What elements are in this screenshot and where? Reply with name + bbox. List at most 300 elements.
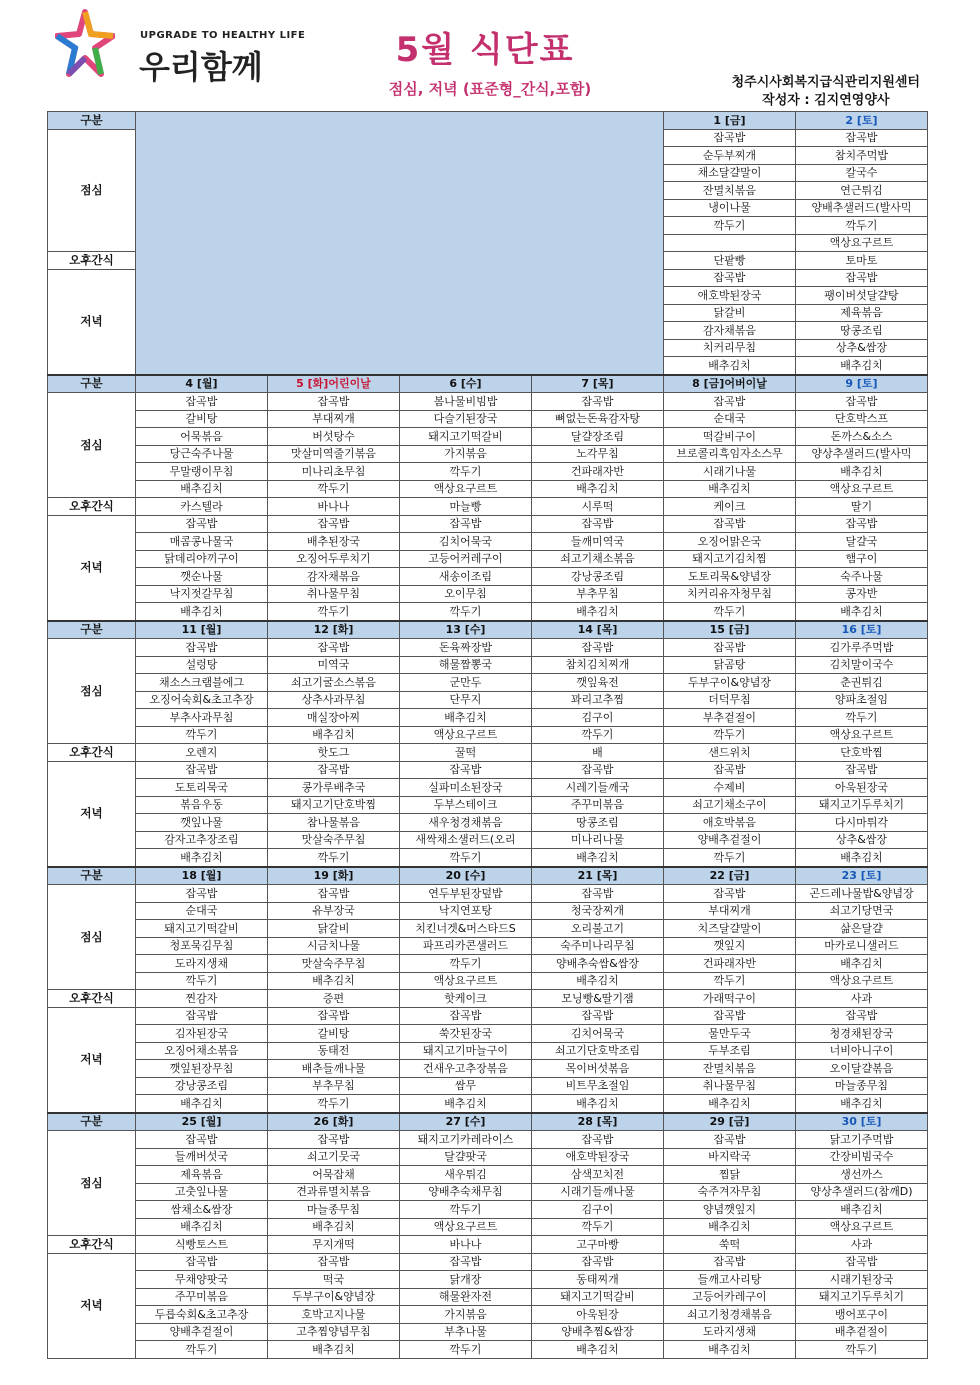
menu-item: 들깨고사리탕 <box>664 1271 796 1289</box>
menu-item: 두릅숙회&초고추장 <box>136 1306 268 1324</box>
week-header-row <box>48 867 928 885</box>
logo <box>55 8 325 86</box>
menu-item: 부추나물 <box>400 1323 532 1341</box>
menu-item: 아욱된장국 <box>796 779 928 797</box>
menu-item: 부대찌개 <box>268 410 400 428</box>
menu-item: 김자된장국 <box>136 1025 268 1043</box>
lunch-row <box>48 1218 928 1236</box>
day-header: 4 [월] <box>136 375 268 393</box>
category-label: 구분 <box>48 1113 136 1131</box>
menu-item: 냉이나물 <box>664 199 796 217</box>
menu-item: 단팥빵 <box>664 252 796 270</box>
menu-item: 설렁탕 <box>136 656 268 674</box>
menu-item: 토마토 <box>796 252 928 270</box>
menu-item: 강낭콩조림 <box>136 1077 268 1095</box>
category-label: 구분 <box>48 867 136 885</box>
menu-item: 배추김치 <box>268 1218 400 1236</box>
day-header: 5 [화]어린이날 <box>268 375 400 393</box>
menu-item: 곤드레나물밥&양념장 <box>796 885 928 903</box>
menu-item: 오징어두루치기 <box>268 550 400 568</box>
menu-item: 해물완자전 <box>400 1288 532 1306</box>
snack-row <box>48 498 928 516</box>
menu-item: 김구이 <box>532 709 664 727</box>
menu-item: 미나리나물 <box>532 831 664 849</box>
menu-item: 잡곡밥 <box>136 1253 268 1271</box>
lunch-row <box>48 1201 928 1219</box>
menu-item: 애호박된장국 <box>532 1148 664 1166</box>
menu-item: 너비아니구이 <box>796 1042 928 1060</box>
brand-name: 우리함께 <box>139 48 263 86</box>
menu-item: 깍두기 <box>664 726 796 744</box>
menu-item: 오징어채소볶음 <box>136 1042 268 1060</box>
menu-item: 잡곡밥 <box>268 393 400 411</box>
lunch-row <box>48 885 928 903</box>
menu-item: 깍두기 <box>400 603 532 621</box>
menu-item: 쇠고기청경채볶음 <box>664 1306 796 1324</box>
menu-item: 뼈없는돈육감자탕 <box>532 410 664 428</box>
lunch-row <box>48 639 928 657</box>
dinner-row <box>48 814 928 832</box>
menu-item: 주꾸미볶음 <box>532 796 664 814</box>
menu-item: 참나물볶음 <box>268 814 400 832</box>
menu-item: 깍두기 <box>400 955 532 973</box>
menu-item: 잡곡밥 <box>532 639 664 657</box>
menu-item: 봄나물비빔밥 <box>400 393 532 411</box>
menu-item: 잡곡밥 <box>532 515 664 533</box>
menu-item: 뱅어포구이 <box>796 1306 928 1324</box>
lunch-row <box>48 674 928 692</box>
snack-row <box>48 990 928 1008</box>
lunch-row <box>48 410 928 428</box>
menu-item: 제육볶음 <box>136 1166 268 1184</box>
menu-item: 깍두기 <box>664 217 796 235</box>
menu-item: 돼지고기떡갈비 <box>136 920 268 938</box>
menu-item: 마늘빵 <box>400 498 532 516</box>
menu-item: 모닝빵&딸기잼 <box>532 990 664 1008</box>
lunch-row <box>48 480 928 498</box>
menu-item: 배추된장국 <box>268 533 400 551</box>
menu-item: 쇠고기채소볶음 <box>532 550 664 568</box>
dinner-row <box>48 1095 928 1113</box>
menu-item: 감자채볶음 <box>664 322 796 340</box>
menu-item: 닭갈비 <box>664 304 796 322</box>
menu-item: 양배추겉절이 <box>136 1323 268 1341</box>
day-header: 28 [목] <box>532 1113 664 1131</box>
menu-item: 비트무초절임 <box>532 1077 664 1095</box>
menu-item: 고등어카레구이 <box>664 1288 796 1306</box>
menu-item: 들깨미역국 <box>532 533 664 551</box>
menu-item: 오렌지 <box>136 744 268 762</box>
menu-item: 깍두기 <box>400 849 532 867</box>
menu-item: 깍두기 <box>136 972 268 990</box>
organization-name: 청주시사회복지급식관리지원센터 <box>731 75 920 90</box>
day-header: 23 [토] <box>796 867 928 885</box>
menu-item: 순대국 <box>136 902 268 920</box>
menu-item: 상추&쌈장 <box>796 339 928 357</box>
menu-item: 돼지고기김치찜 <box>664 550 796 568</box>
lunch-row <box>48 1148 928 1166</box>
menu-item: 시래기나물 <box>664 463 796 481</box>
lunch-label: 점심 <box>48 129 136 252</box>
day-header: 6 [수] <box>400 375 532 393</box>
menu-item: 잡곡밥 <box>136 515 268 533</box>
menu-item: 바나나 <box>400 1236 532 1254</box>
menu-item: 잡곡밥 <box>136 639 268 657</box>
snack-label: 오후간식 <box>48 744 136 762</box>
menu-item: 잡곡밥 <box>532 1253 664 1271</box>
lunch-row <box>48 656 928 674</box>
menu-item: 참치주먹밥 <box>796 147 928 165</box>
menu-item: 배추김치 <box>664 357 796 375</box>
lunch-row <box>48 691 928 709</box>
menu-item: 돼지고기떡갈비 <box>532 1288 664 1306</box>
day-header: 2 [토] <box>796 112 928 130</box>
menu-item: 간장비빔국수 <box>796 1148 928 1166</box>
menu-item: 마늘종무침 <box>796 1077 928 1095</box>
menu-item: 잡곡밥 <box>400 761 532 779</box>
menu-item: 배추김치 <box>796 357 928 375</box>
menu-item: 배추김치 <box>136 1095 268 1113</box>
menu-item: 닭데리야끼구이 <box>136 550 268 568</box>
day-header: 12 [화] <box>268 621 400 639</box>
lunch-row <box>48 463 928 481</box>
menu-item: 감자고추장조림 <box>136 831 268 849</box>
menu-item: 돼지고기두루치기 <box>796 1288 928 1306</box>
menu-item: 잡곡밥 <box>796 1007 928 1025</box>
menu-item: 액상요구르트 <box>400 480 532 498</box>
menu-item: 무말랭이무침 <box>136 463 268 481</box>
menu-item: 견과류멸치볶음 <box>268 1183 400 1201</box>
menu-item: 액상요구르트 <box>796 972 928 990</box>
menu-item: 도라지생채 <box>136 955 268 973</box>
menu-item: 실파미소된장국 <box>400 779 532 797</box>
menu-item: 돼지고기카레라이스 <box>400 1131 532 1149</box>
menu-item: 숙주미나리무침 <box>532 937 664 955</box>
menu-item: 샌드위치 <box>664 744 796 762</box>
menu-item: 오징어숙회&초고추장 <box>136 691 268 709</box>
menu-item: 액상요구르트 <box>796 480 928 498</box>
menu-item: 숙주겨자무침 <box>664 1183 796 1201</box>
menu-item: 김치말이국수 <box>796 656 928 674</box>
day-header: 30 [토] <box>796 1113 928 1131</box>
menu-item: 잡곡밥 <box>796 129 928 147</box>
menu-item: 잔멸치볶음 <box>664 1060 796 1078</box>
lunch-label: 점심 <box>48 1131 136 1236</box>
menu-item: 돼지고기두루치기 <box>796 796 928 814</box>
menu-item: 잡곡밥 <box>664 129 796 147</box>
menu-item: 깍두기 <box>400 1341 532 1359</box>
menu-item: 호박고지나물 <box>268 1306 400 1324</box>
menu-item: 떡갈비구이 <box>664 428 796 446</box>
menu-item: 배추김치 <box>796 1095 928 1113</box>
dinner-row <box>48 585 928 603</box>
menu-item: 깍두기 <box>796 217 928 235</box>
menu-item: 깍두기 <box>532 726 664 744</box>
menu-item: 단호박스프 <box>796 410 928 428</box>
menu-item: 단호박찜 <box>796 744 928 762</box>
menu-item: 찐감자 <box>136 990 268 1008</box>
day-header: 13 [수] <box>400 621 532 639</box>
menu-item: 떡국 <box>268 1271 400 1289</box>
menu-item: 마늘종무침 <box>268 1201 400 1219</box>
menu-item: 잡곡밥 <box>664 515 796 533</box>
menu-item: 달걀국 <box>796 533 928 551</box>
menu-item: 잡곡밥 <box>268 639 400 657</box>
day-header: 20 [수] <box>400 867 532 885</box>
menu-item: 깍두기 <box>532 1218 664 1236</box>
menu-item: 꿀떡 <box>400 744 532 762</box>
menu-item: 잡곡밥 <box>796 761 928 779</box>
menu-item: 햄구이 <box>796 550 928 568</box>
dinner-label: 저녁 <box>48 1007 136 1113</box>
menu-item: 동태찌개 <box>532 1271 664 1289</box>
menu-item: 양파초절임 <box>796 691 928 709</box>
menu-item: 깍두기 <box>664 972 796 990</box>
dinner-label: 저녁 <box>48 761 136 867</box>
menu-item: 배추김치 <box>796 955 928 973</box>
week-header-row <box>48 375 928 393</box>
menu-item: 강낭콩조림 <box>532 568 664 586</box>
lunch-row <box>48 709 928 727</box>
menu-item: 청국장찌개 <box>532 902 664 920</box>
menu-item: 애호박볶음 <box>664 814 796 832</box>
menu-item: 잡곡밥 <box>136 761 268 779</box>
menu-item: 배추김치 <box>136 1218 268 1236</box>
menu-item: 부대찌개 <box>664 902 796 920</box>
menu-item: 새싹채소샐러드(오리 <box>400 831 532 849</box>
menu-item: 배추김치 <box>268 1341 400 1359</box>
menu-item: 양념깻잎지 <box>664 1201 796 1219</box>
menu-item: 깻순나물 <box>136 568 268 586</box>
menu-item: 배추김치 <box>664 480 796 498</box>
menu-item: 양배추숙쌈&쌈장 <box>532 955 664 973</box>
menu-item: 춘권튀김 <box>796 674 928 692</box>
menu-item: 사과 <box>796 1236 928 1254</box>
menu-item: 배추김치 <box>532 480 664 498</box>
menu-item: 잡곡밥 <box>268 515 400 533</box>
menu-item: 숙주나물 <box>796 568 928 586</box>
dinner-row <box>48 515 928 533</box>
menu-item: 새우튀김 <box>400 1166 532 1184</box>
menu-item: 목이버섯볶음 <box>532 1060 664 1078</box>
menu-item: 잡곡밥 <box>664 1007 796 1025</box>
menu-item: 잡곡밥 <box>664 393 796 411</box>
menu-item: 두부조림 <box>664 1042 796 1060</box>
lunch-row <box>48 902 928 920</box>
menu-item: 유부장국 <box>268 902 400 920</box>
menu-item: 쇠고기단호박조림 <box>532 1042 664 1060</box>
menu-item: 도라지생채 <box>664 1323 796 1341</box>
menu-item: 배추김치 <box>664 1095 796 1113</box>
menu-item: 다슬기된장국 <box>400 410 532 428</box>
menu-item: 식빵토스트 <box>136 1236 268 1254</box>
lunch-label: 점심 <box>48 639 136 744</box>
snack-label: 오후간식 <box>48 252 136 270</box>
day-header: 1 [금] <box>664 112 796 130</box>
menu-item: 배추김치 <box>268 726 400 744</box>
day-header: 29 [금] <box>664 1113 796 1131</box>
menu-item: 잡곡밥 <box>532 393 664 411</box>
menu-item: 배추김치 <box>664 1218 796 1236</box>
menu-item: 잡곡밥 <box>796 1253 928 1271</box>
menu-item: 잡곡밥 <box>136 1007 268 1025</box>
page-title: 5월 식단표 <box>395 30 575 70</box>
menu-item: 잡곡밥 <box>268 761 400 779</box>
menu-item: 잡곡밥 <box>400 515 532 533</box>
menu-item: 카스텔라 <box>136 498 268 516</box>
menu-item: 깍두기 <box>400 463 532 481</box>
lunch-row <box>48 920 928 938</box>
menu-item: 깻잎지 <box>664 937 796 955</box>
menu-item: 쇠고기당면국 <box>796 902 928 920</box>
day-header: 15 [금] <box>664 621 796 639</box>
menu-item: 연두부된장덮밥 <box>400 885 532 903</box>
snack-label: 오후간식 <box>48 990 136 1008</box>
menu-item: 삼색꼬치전 <box>532 1166 664 1184</box>
menu-item: 바지락국 <box>664 1148 796 1166</box>
menu-item: 달걀장조림 <box>532 428 664 446</box>
menu-item: 잔멸치볶음 <box>664 182 796 200</box>
snack-label: 오후간식 <box>48 498 136 516</box>
week-header-row <box>48 621 928 639</box>
menu-item: 쇠고기굴소스볶음 <box>268 674 400 692</box>
menu-item: 낙지젓갈무침 <box>136 585 268 603</box>
page-subtitle: 점심, 저녁 (표준형_간식,포함) <box>388 80 592 98</box>
day-header: 19 [화] <box>268 867 400 885</box>
menu-item: 연근튀김 <box>796 182 928 200</box>
menu-item: 맛살미역줄기볶음 <box>268 445 400 463</box>
menu-item: 부추무침 <box>268 1077 400 1095</box>
menu-item: 배추김치 <box>400 709 532 727</box>
menu-item: 깻잎육전 <box>532 674 664 692</box>
menu-item: 액상요구르트 <box>400 726 532 744</box>
menu-item: 쑥떡 <box>664 1236 796 1254</box>
menu-item: 오이무침 <box>400 585 532 603</box>
menu-item: 깍두기 <box>268 849 400 867</box>
menu-item: 잡곡밥 <box>532 761 664 779</box>
menu-item: 깍두기 <box>268 603 400 621</box>
dinner-label: 저녁 <box>48 1253 136 1358</box>
menu-item: 미나리초무침 <box>268 463 400 481</box>
lunch-label: 점심 <box>48 885 136 990</box>
menu-item: 고추찜양념무침 <box>268 1323 400 1341</box>
dinner-row <box>48 603 928 621</box>
menu-item: 두부스테이크 <box>400 796 532 814</box>
lunch-row <box>48 1131 928 1149</box>
menu-item: 양배추찜&쌈장 <box>532 1323 664 1341</box>
menu-item: 해물짬뽕국 <box>400 656 532 674</box>
dinner-row <box>48 1341 928 1359</box>
menu-item: 시래기들깨나물 <box>532 1183 664 1201</box>
menu-item: 쇠고기뭇국 <box>268 1148 400 1166</box>
menu-item: 배추김치 <box>532 603 664 621</box>
menu-item: 팽이버섯달걀탕 <box>796 287 928 305</box>
menu-item: 액상요구르트 <box>796 234 928 252</box>
menu-item: 건파래자반 <box>664 955 796 973</box>
lunch-row <box>48 1166 928 1184</box>
menu-item: 잡곡밥 <box>664 885 796 903</box>
menu-item: 쇠고기채소구이 <box>664 796 796 814</box>
menu-item: 양배추겉절이 <box>664 831 796 849</box>
menu-item: 배추김치 <box>268 972 400 990</box>
menu-item: 채소스크램블에그 <box>136 674 268 692</box>
menu-item: 잡곡밥 <box>796 269 928 287</box>
menu-item: 시금치나물 <box>268 937 400 955</box>
menu-item: 가래떡구이 <box>664 990 796 1008</box>
dinner-row <box>48 1253 928 1271</box>
dinner-row <box>48 796 928 814</box>
menu-item: 김치어묵국 <box>532 1025 664 1043</box>
dinner-row <box>48 1007 928 1025</box>
dinner-row <box>48 1306 928 1324</box>
menu-item: 어묵잡채 <box>268 1166 400 1184</box>
menu-item: 새우청경채볶음 <box>400 814 532 832</box>
menu-item: 닭곰탕 <box>664 656 796 674</box>
menu-item: 고춧잎나물 <box>136 1183 268 1201</box>
lunch-row <box>48 428 928 446</box>
menu-item: 깍두기 <box>136 1341 268 1359</box>
menu-item: 청경채된장국 <box>796 1025 928 1043</box>
menu-item: 치커리유자청무침 <box>664 585 796 603</box>
menu-item: 깍두기 <box>664 849 796 867</box>
menu-item: 생선까스 <box>796 1166 928 1184</box>
menu-item: 잡곡밥 <box>268 1131 400 1149</box>
menu-item: 닭개장 <box>400 1271 532 1289</box>
menu-item: 배추김치 <box>532 849 664 867</box>
menu-item: 두부구이&양념장 <box>664 674 796 692</box>
dinner-label: 저녁 <box>48 515 136 621</box>
menu-item: 도토리묵&양념장 <box>664 568 796 586</box>
dinner-row <box>48 1323 928 1341</box>
menu-item: 돈육짜장밥 <box>400 639 532 657</box>
lunch-row <box>48 393 928 411</box>
menu-item: 잡곡밥 <box>136 1131 268 1149</box>
menu-item: 잡곡밥 <box>664 761 796 779</box>
category-label: 구분 <box>48 112 136 130</box>
dinner-row <box>48 568 928 586</box>
menu-item: 잡곡밥 <box>268 885 400 903</box>
menu-item: 노각무침 <box>532 445 664 463</box>
menu-item: 콩가루배추국 <box>268 779 400 797</box>
menu-item <box>664 234 796 252</box>
menu-item: 배추김치 <box>796 603 928 621</box>
menu-item: 시루떡 <box>532 498 664 516</box>
menu-item: 액상요구르트 <box>400 972 532 990</box>
menu-item: 잡곡밥 <box>796 515 928 533</box>
menu-item: 돼지고기마늘구이 <box>400 1042 532 1060</box>
snack-row <box>48 1236 928 1254</box>
dinner-row <box>48 779 928 797</box>
menu-item: 잡곡밥 <box>664 1253 796 1271</box>
dinner-row <box>48 533 928 551</box>
menu-item: 잡곡밥 <box>136 393 268 411</box>
menu-item: 배추김치 <box>400 1095 532 1113</box>
dinner-row <box>48 831 928 849</box>
menu-item: 물만두국 <box>664 1025 796 1043</box>
menu-item: 배추김치 <box>796 1201 928 1219</box>
menu-item: 치커리무침 <box>664 339 796 357</box>
dinner-label: 저녁 <box>48 269 136 375</box>
menu-item: 핫케이크 <box>400 990 532 1008</box>
menu-item: 맛살숙주무침 <box>268 831 400 849</box>
menu-item: 수제비 <box>664 779 796 797</box>
menu-item: 부추무침 <box>532 585 664 603</box>
menu-item: 딸기 <box>796 498 928 516</box>
menu-item: 갈비탕 <box>268 1025 400 1043</box>
snack-label: 오후간식 <box>48 1236 136 1254</box>
lunch-row <box>48 955 928 973</box>
menu-item: 취나물무침 <box>664 1077 796 1095</box>
